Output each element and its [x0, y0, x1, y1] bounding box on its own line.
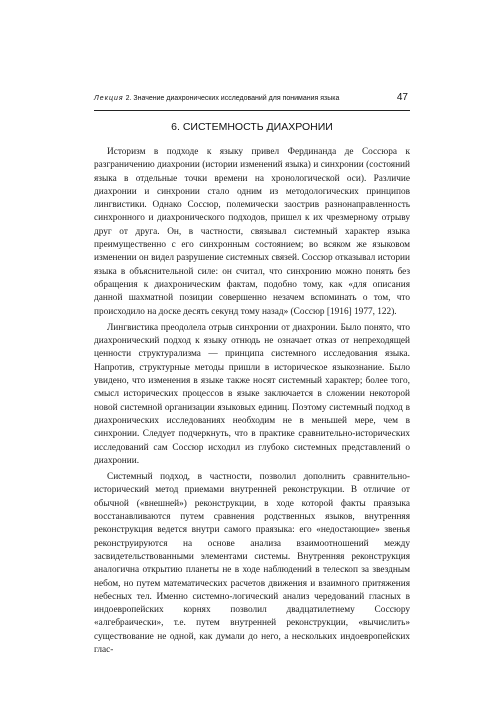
page-number: 47	[396, 92, 408, 103]
body-text	[94, 146, 410, 660]
paragraph: Системный подход, в частности, позволил дополнить сравнительно-исторический метод приемами внутренней реконструкции. В отличие от обычной («внешней») реконструкции, в ходе которой факты праязыка восстанавливаются путем сравнения родственных языков, внутренняя реконструкция ведется внутри самого праязыка: его «недостающие» звенья реконструируются на основе анализа взаимоотношений между засвидетельствованными элементами системы. Внутренняя реконструкция аналогична открытию планеты не в ходе наблюдений в телескоп за звездным небом, но путем математических расчетов движения и взаимного притяжения небесных тел. Именно системно-логический анализ чередований гласных в индоевропейских корнях позволил двадцатилетнему Соссюру «алгебраически», т.е. путем внутренней реконструкции, «вычислить» существование не одной, как думали до него, а нескольких индоевропейских глас-	[94, 472, 410, 655]
lecture-label: Лекция	[94, 95, 124, 102]
paragraph: Лингвистика преодолела отрыв синхронии от диахронии. Было понято, что диахронический подход к языку отнюдь не означает отказ от непреходящей ценности структурализма — принципа системного исследования языка. Напротив, структурные методы пришли в историческое языкознание. Было увидено, что изменения в языке также носят системный характер; более того, смысл исторических процессов в языке заключается в сложении некоторой новой системной организации языковых единиц. Поэтому системный подход в диахронических исследованиях необходим не в меньшей мере, чем в синхронии. Следует подчеркнуть, что в практике сравнительно-исторических исследований сам Соссюр исходил из глубоко системных представлений о диахронии.	[94, 322, 410, 466]
section-heading: 6. СИСТЕМНОСТЬ ДИАХРОНИИ	[171, 121, 333, 133]
lecture-title: Значение диахронических исследований для понимания языка	[133, 95, 340, 102]
lecture-number: 2.	[125, 95, 132, 102]
header-divider	[94, 110, 410, 111]
running-header	[94, 95, 414, 109]
paragraph: Историзм в подходе к языку привел Фердинанда де Соссюра к разграничению диахронии (истории изменений языка) и синхронии (состояний языка в отдельные точки времени на хронологической оси). Различие диахронии и синхронии стало одним из методологических принципов лингвистики. Однако Соссюр, полемически заострив разнонаправленность синхронного и диахронического подходов, пришел к их чрезмерному отрыву друг от друга. Он, в частности, связывал системный характер языка преимущественно с его синхронным состоянием; во всяком же языковом изменении он видел разрушение системных связей. Соссюр отказывал истории языка в объяснительной силе: он считал, что синхронию можно понять без обращения к диахроническим фактам, подобно тому, как «для описания данной шахматной позиции совершенно незачем вспоминать о том, что происходило на доске десять секунд тому назад» (Соссюр [1916] 1977, 122).	[94, 147, 410, 317]
